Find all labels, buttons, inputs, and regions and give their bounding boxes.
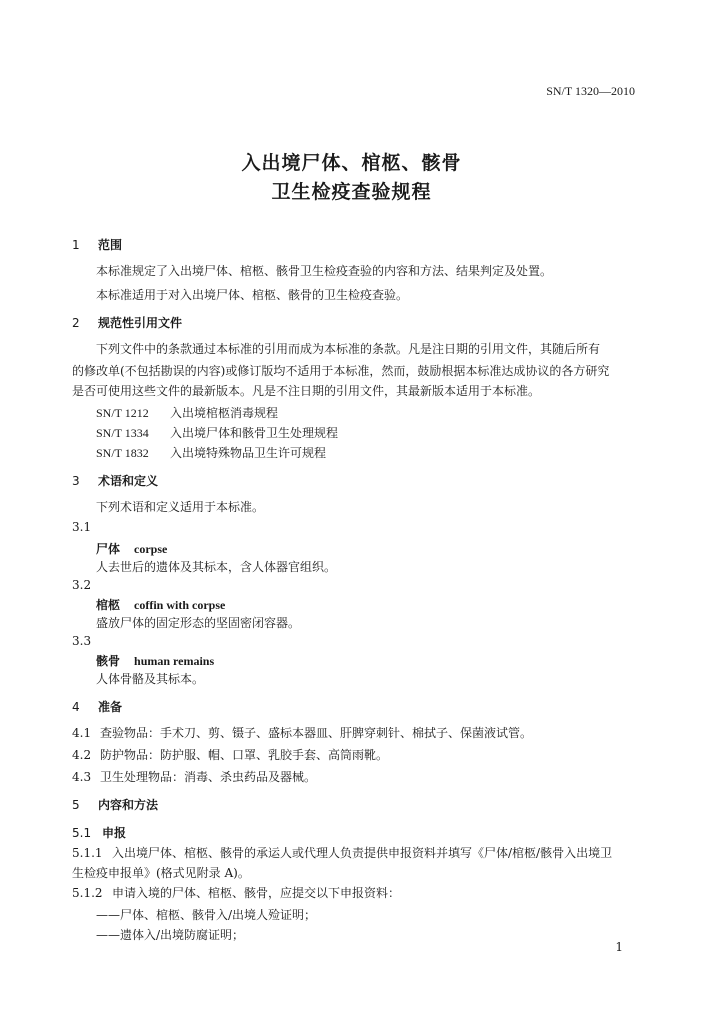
section-2-heading (72, 314, 182, 331)
item-text: 查验物品：手术刀、剪、镊子、盛标本器皿、肝脾穿刺针、棉拭子、保菌液试管。 (100, 726, 533, 740)
paragraph-line: 的修改单(不包括勘误的内容)或修订版均不适用于本标准，然而，鼓励根据本标准达成协议的各方研究 (72, 364, 610, 378)
section-title: 规范性引用文件 (98, 316, 183, 330)
reference-code: SN/T 1334 (96, 426, 149, 440)
term-definition: 人体骨骼及其标本。 (96, 672, 205, 686)
section-title: 准备 (98, 700, 123, 714)
subsection-number: 5.1 (72, 826, 92, 840)
section-4-heading (72, 698, 122, 715)
section-3-heading (72, 472, 158, 489)
paragraph-line: 生检疫申报单》(格式见附录 A)。 (72, 866, 250, 880)
reference-item (96, 424, 338, 441)
clause-number: 5.1.1 (72, 846, 103, 860)
reference-title: 入出境特殊物品卫生许可规程 (170, 446, 327, 460)
paragraph-line: 下列文件中的条款通过本标准的引用而成为本标准的条款。凡是注日期的引用文件，其随后所有 (96, 342, 601, 356)
reference-item (96, 444, 326, 461)
dash-list-item: ——遗体入/出境防腐证明； (96, 928, 245, 942)
reference-title: 入出境棺柩消毒规程 (170, 406, 279, 420)
term-zh: 棺柩 (96, 598, 121, 612)
section-number: 4 (72, 700, 80, 714)
clause-number: 5.1.2 (72, 886, 103, 900)
item-number: 4.1 (72, 726, 92, 740)
section-number: 5 (72, 798, 80, 812)
term-entry (96, 540, 167, 557)
section-title: 术语和定义 (98, 474, 159, 488)
item-number: 4.2 (72, 748, 92, 762)
term-zh: 尸体 (96, 542, 121, 556)
document-title-line1: 入出境尸体、棺柩、骸骨 (241, 152, 462, 174)
clause-5-1-2 (72, 884, 400, 901)
item-text: 卫生处理物品：消毒、杀虫药品及器械。 (100, 770, 317, 784)
term-number: 3.1 (72, 520, 92, 534)
term-definition: 人去世后的遗体及其标本，含人体器官组织。 (96, 560, 337, 574)
paragraph: 下列术语和定义适用于本标准。 (96, 500, 265, 514)
paragraph: 本标准适用于对入出境尸体、棺柩、骸骨的卫生检疫查验。 (96, 288, 409, 302)
subsection-title: 申报 (102, 826, 127, 840)
dash-list-item: ——尸体、棺柩、骸骨入/出境人殓证明； (96, 908, 317, 922)
standard-code: SN/T 1320—2010 (546, 84, 635, 98)
reference-code: SN/T 1832 (96, 446, 149, 460)
paragraph-line: 是否可使用这些文件的最新版本。凡是不注日期的引用文件，其最新版本适用于本标准。 (72, 384, 541, 398)
section-1-heading (72, 236, 122, 253)
page-number: 1 (615, 940, 623, 954)
item-text: 防护物品：防护服、帽、口罩、乳胶手套、高筒雨靴。 (100, 748, 389, 762)
list-item (72, 746, 388, 763)
term-entry (96, 596, 225, 613)
section-title: 内容和方法 (98, 798, 159, 812)
section-number: 2 (72, 316, 80, 330)
term-zh: 骸骨 (96, 654, 121, 668)
list-item (72, 724, 532, 741)
clause-5-1-1 (72, 844, 612, 861)
term-number: 3.2 (72, 578, 92, 592)
term-definition: 盛放尸体的固定形态的坚固密闭容器。 (96, 616, 301, 630)
term-en: coffin with corpse (134, 598, 226, 612)
term-en: corpse (134, 542, 168, 556)
paragraph: 本标准规定了入出境尸体、棺柩、骸骨卫生检疫查验的内容和方法、结果判定及处置。 (96, 264, 553, 278)
section-title: 范围 (98, 238, 123, 252)
subsection-5-1-heading (72, 824, 126, 841)
section-number: 3 (72, 474, 80, 488)
section-5-heading (72, 796, 158, 813)
document-title-line2: 卫生检疫查验规程 (271, 181, 432, 203)
term-entry (96, 652, 214, 669)
reference-item (96, 404, 278, 421)
reference-title: 入出境尸体和骸骨卫生处理规程 (170, 426, 339, 440)
section-number: 1 (72, 238, 80, 252)
reference-code: SN/T 1212 (96, 406, 149, 420)
term-en: human remains (134, 654, 215, 668)
list-item (72, 768, 316, 785)
clause-text: 申请入境的尸体、棺柩、骸骨，应提交以下申报资料： (112, 886, 401, 900)
term-number: 3.3 (72, 634, 92, 648)
item-number: 4.3 (72, 770, 92, 784)
clause-text: 入出境尸体、棺柩、骸骨的承运人或代理人负责提供申报资料并填写《尸体/棺柩/骸骨入出境卫 (112, 846, 613, 860)
